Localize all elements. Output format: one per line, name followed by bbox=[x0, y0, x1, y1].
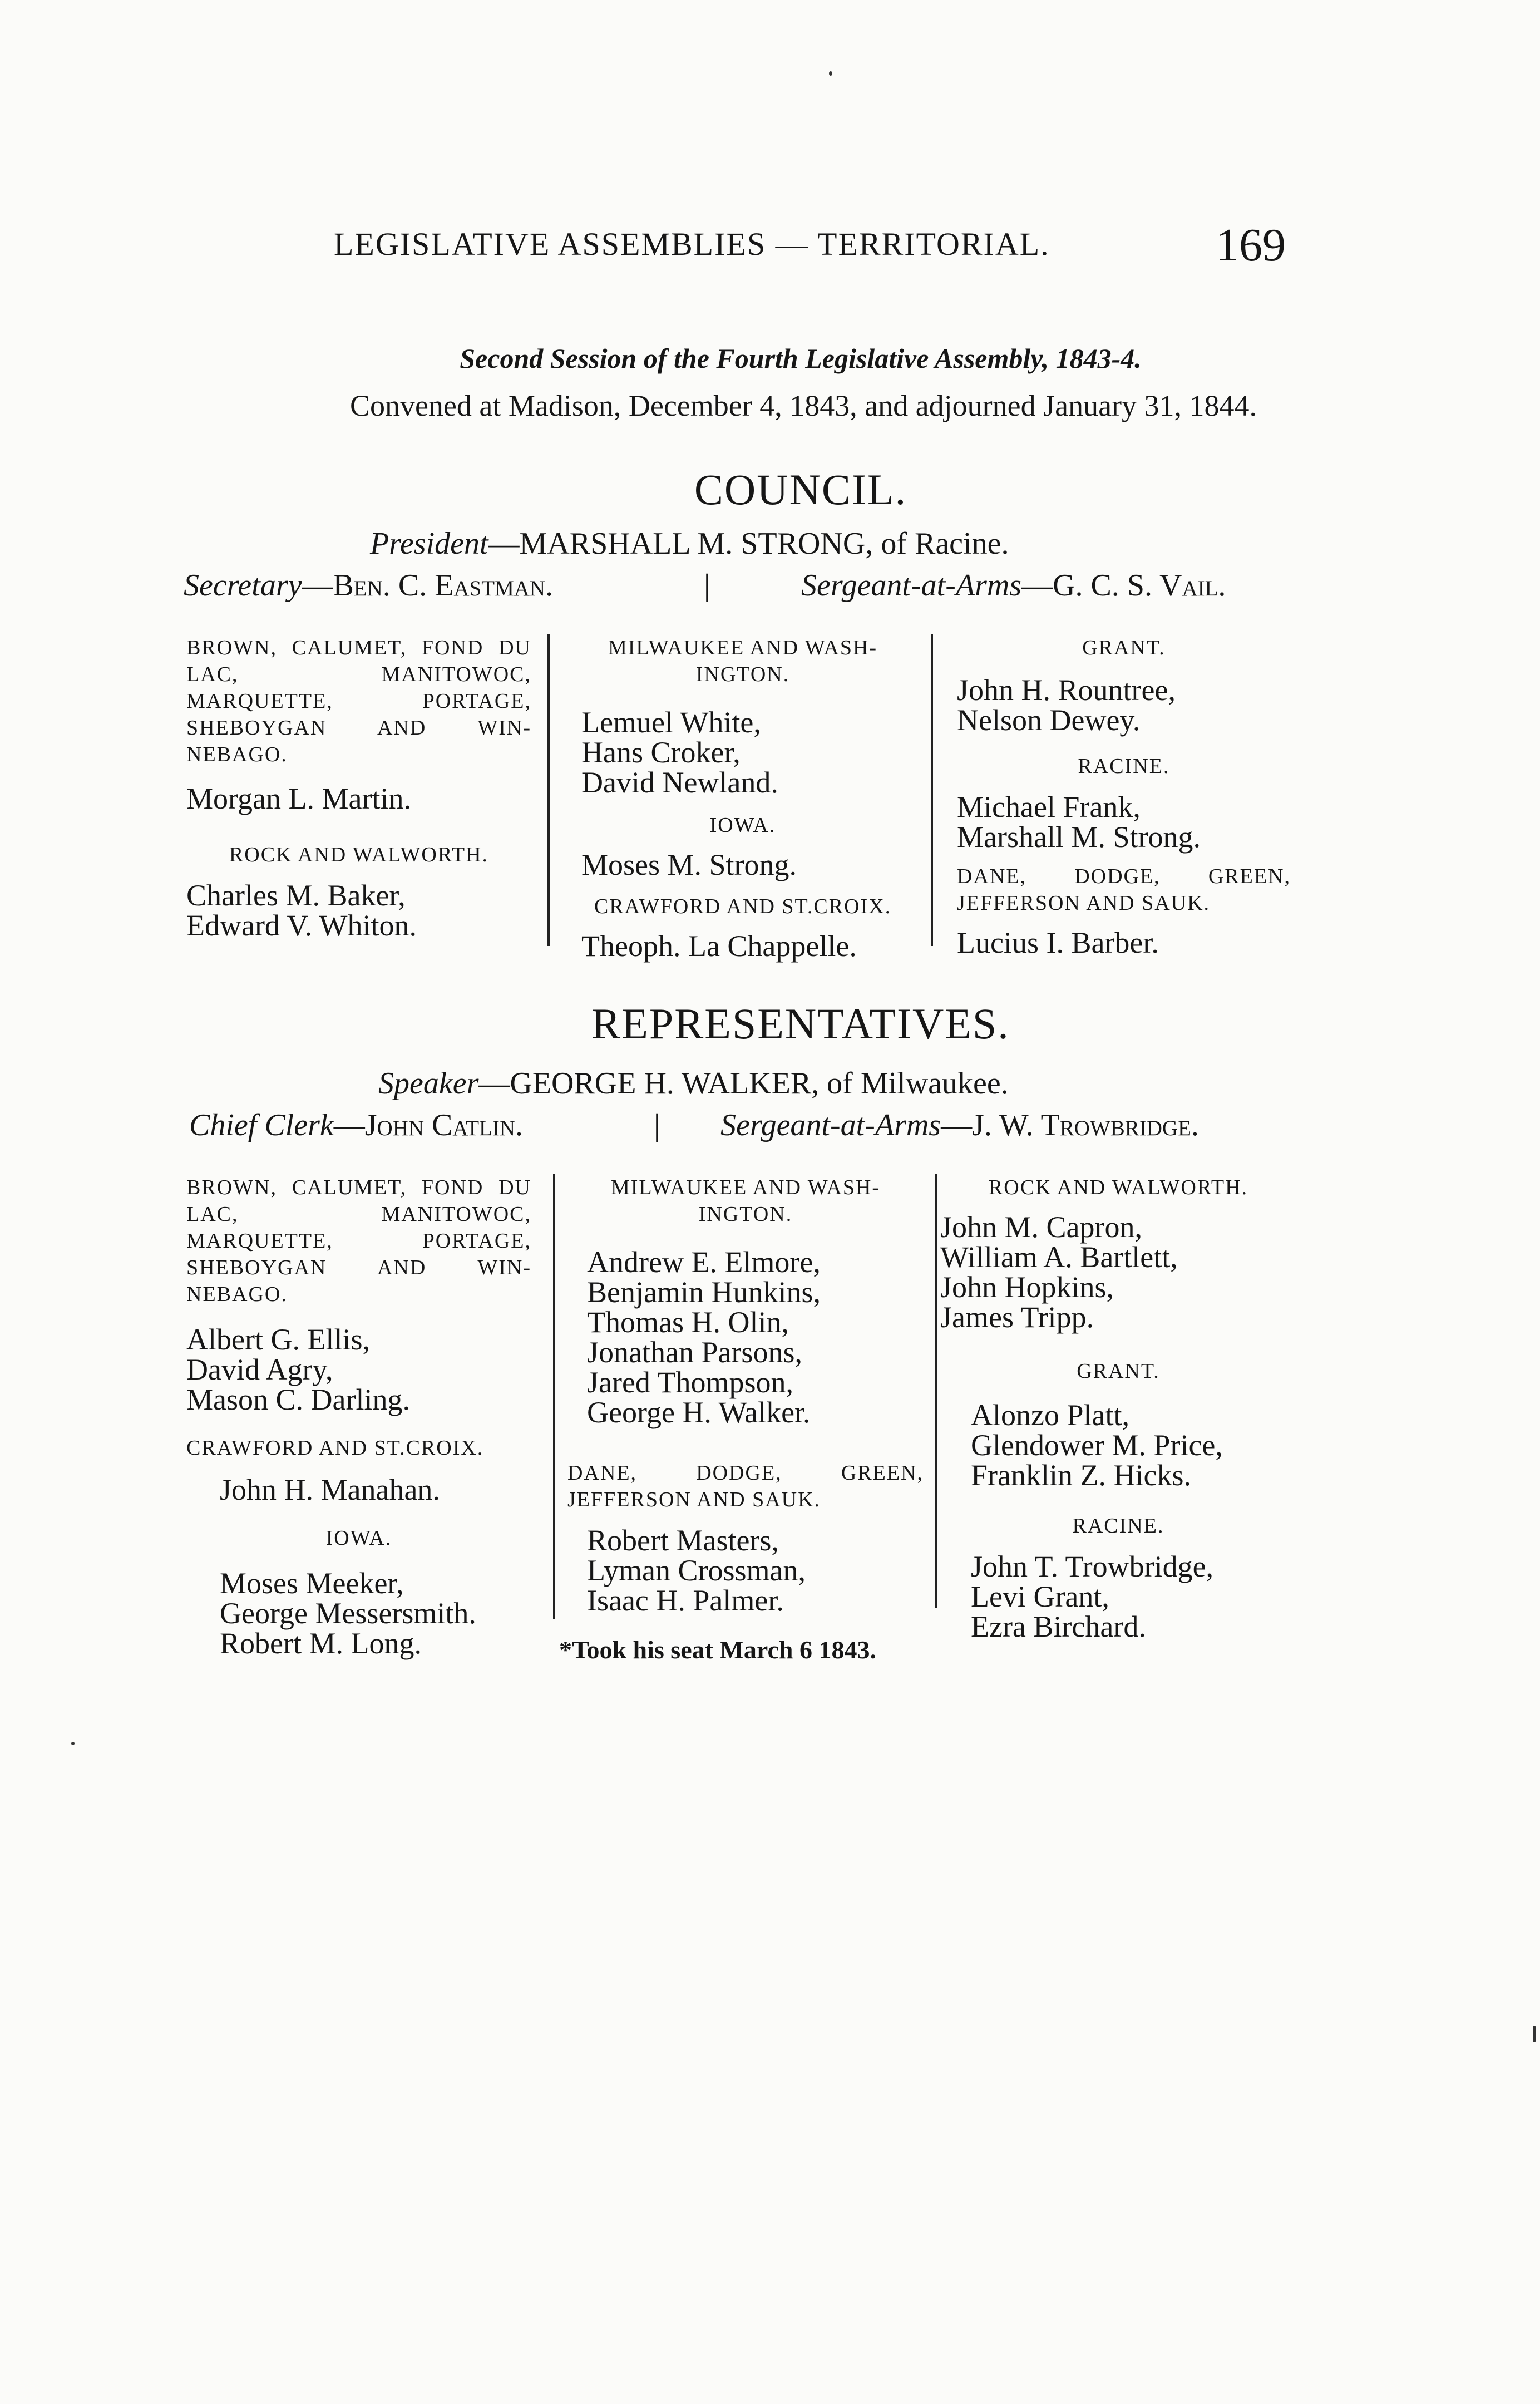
member-name: Morgan L. Martin. bbox=[186, 782, 411, 815]
member-name: Thomas H. Olin, bbox=[587, 1306, 789, 1339]
member-list bbox=[957, 928, 1291, 958]
district-label: RACINE. bbox=[1072, 1514, 1164, 1538]
member-list bbox=[565, 707, 921, 797]
representatives-sergeant bbox=[720, 1107, 1199, 1143]
running-head: LEGISLATIVE ASSEMBLIES — TERRITORIAL. bbox=[334, 226, 1050, 262]
representatives-column-2 bbox=[567, 1174, 924, 1615]
member-name: Albert G. Ellis, bbox=[186, 1323, 370, 1356]
footnote: *Took his seat March 6 1843. bbox=[559, 1635, 876, 1664]
representatives-sergeant-role: Sergeant-at-Arms bbox=[720, 1108, 941, 1142]
district-label: ROCK AND WALWORTH. bbox=[229, 843, 489, 866]
member-list bbox=[565, 931, 921, 961]
member-list bbox=[957, 675, 1291, 735]
district-label: CRAWFORD AND ST.CROIX. bbox=[594, 895, 892, 918]
president-name: —MARSHALL M. STRONG, of Racine. bbox=[488, 526, 1009, 561]
member-name: Jared Thompson, bbox=[587, 1366, 793, 1399]
representatives-clerk bbox=[189, 1107, 523, 1143]
member-name: Levi Grant, bbox=[971, 1580, 1109, 1613]
district-label: MILWAUKEE AND WASH-INGTON. bbox=[608, 636, 878, 686]
member-name: Michael Frank, bbox=[957, 790, 1141, 824]
representatives-column-1 bbox=[186, 1174, 531, 1658]
member-list bbox=[186, 1324, 531, 1415]
member-name: Lucius I. Barber. bbox=[957, 926, 1159, 959]
speaker-name: —GEORGE H. WALKER, of Milwaukee. bbox=[478, 1066, 1009, 1101]
member-name: David Newland. bbox=[581, 766, 778, 799]
member-name: Nelson Dewey. bbox=[957, 703, 1141, 737]
member-name: James Tripp. bbox=[940, 1300, 1094, 1334]
representatives-column-3 bbox=[940, 1174, 1296, 1642]
member-name: Moses M. Strong. bbox=[581, 848, 797, 881]
column-divider bbox=[931, 634, 933, 946]
clerk-name: —John Catlin. bbox=[333, 1108, 524, 1142]
print-speck bbox=[71, 1742, 75, 1745]
member-name: Mason C. Darling. bbox=[186, 1383, 410, 1416]
member-name: John T. Trowbridge, bbox=[971, 1550, 1214, 1583]
member-name: John Hopkins, bbox=[940, 1270, 1114, 1304]
member-name: Lyman Crossman, bbox=[587, 1554, 806, 1587]
member-list bbox=[186, 1568, 531, 1658]
district-label: RACINE. bbox=[1078, 755, 1170, 778]
member-name: Edward V. Whiton. bbox=[186, 909, 417, 942]
member-name: Charles M. Baker, bbox=[186, 879, 406, 912]
member-name: Franklin Z. Hicks. bbox=[971, 1459, 1191, 1492]
district-label: ROCK AND WALWORTH. bbox=[988, 1176, 1248, 1199]
member-list bbox=[567, 1525, 924, 1615]
member-name: Lemuel White, bbox=[581, 706, 761, 739]
member-list bbox=[940, 1400, 1296, 1490]
member-name: Hans Croker, bbox=[581, 736, 741, 769]
clerk-role: Chief Clerk bbox=[189, 1108, 334, 1142]
district-label: BROWN, CALUMET, FOND DU LAC, MANITOWOC, MARQUETTE, PORTAGE, SHEBOYGAN AND WIN-NEBAGO. bbox=[186, 636, 531, 766]
representatives-heading: REPRESENTATIVES. bbox=[591, 999, 1010, 1048]
speaker-role: Speaker bbox=[378, 1066, 479, 1101]
council-officer-separator: | bbox=[704, 568, 710, 603]
member-list bbox=[565, 850, 921, 880]
representatives-officer-separator: | bbox=[654, 1108, 660, 1142]
member-name: Benjamin Hunkins, bbox=[587, 1275, 821, 1309]
president-role: President bbox=[370, 526, 488, 561]
member-name: Jonathan Parsons, bbox=[587, 1336, 802, 1369]
district-label: GRANT. bbox=[1077, 1359, 1160, 1383]
district-label: IOWA. bbox=[709, 814, 776, 837]
session-title: Second Session of the Fourth Legislative Assembly, 1843-4. bbox=[460, 343, 1142, 374]
session-convened: Convened at Madison, December 4, 1843, and adjourned January 31, 1844. bbox=[349, 389, 1257, 422]
column-divider bbox=[935, 1174, 937, 1608]
member-name: George H. Walker. bbox=[587, 1396, 811, 1429]
member-name: Robert M. Long. bbox=[220, 1627, 422, 1660]
council-heading: COUNCIL. bbox=[694, 465, 907, 514]
member-name: Alonzo Platt, bbox=[971, 1398, 1129, 1432]
district-label: IOWA. bbox=[325, 1526, 392, 1550]
member-name: David Agry, bbox=[186, 1353, 333, 1386]
council-column-1 bbox=[186, 634, 531, 940]
district-label: MILWAUKEE AND WASH-INGTON. bbox=[610, 1176, 881, 1226]
district-label: CRAWFORD AND ST.CROIX. bbox=[186, 1436, 484, 1460]
district-label: BROWN, CALUMET, FOND DU LAC, MANITOWOC, MARQUETTE, PORTAGE, SHEBOYGAN AND WIN-NEBAGO. bbox=[186, 1176, 531, 1306]
page-number: 169 bbox=[1216, 219, 1286, 271]
member-name: Isaac H. Palmer. bbox=[587, 1584, 784, 1617]
member-name: John H. Manahan. bbox=[220, 1473, 440, 1506]
member-list bbox=[567, 1247, 924, 1427]
district-label: DANE, DODGE, GREEN, JEFFERSON AND SAUK. bbox=[567, 1461, 924, 1511]
member-name: Robert Masters, bbox=[587, 1524, 779, 1557]
council-column-2 bbox=[565, 634, 921, 961]
council-column-3 bbox=[957, 634, 1291, 958]
member-name: George Messersmith. bbox=[220, 1597, 476, 1630]
representatives-sergeant-name: —J. W. Trowbridge. bbox=[941, 1108, 1199, 1142]
representatives-speaker bbox=[378, 1066, 1009, 1101]
member-name: Moses Meeker, bbox=[220, 1566, 404, 1600]
column-divider bbox=[547, 634, 550, 946]
member-list bbox=[186, 784, 531, 814]
council-sergeant bbox=[801, 568, 1226, 603]
district-label: GRANT. bbox=[1082, 636, 1166, 659]
member-name: Glendower M. Price, bbox=[971, 1428, 1223, 1462]
council-sergeant-name: —G. C. S. Vail. bbox=[1021, 568, 1226, 603]
member-name: Andrew E. Elmore, bbox=[587, 1245, 821, 1279]
member-list bbox=[940, 1212, 1296, 1332]
district-label: DANE, DODGE, GREEN, JEFFERSON AND SAUK. bbox=[957, 865, 1291, 915]
member-name: Marshall M. Strong. bbox=[957, 820, 1201, 854]
council-sergeant-role: Sergeant-at-Arms bbox=[801, 568, 1022, 603]
print-speck bbox=[1533, 2026, 1536, 2042]
member-name: William A. Bartlett, bbox=[940, 1240, 1178, 1274]
member-list bbox=[957, 792, 1291, 852]
member-list bbox=[186, 1475, 531, 1505]
member-name: Theoph. La Chappelle. bbox=[581, 929, 857, 963]
print-speck bbox=[829, 71, 832, 76]
member-list bbox=[940, 1551, 1296, 1642]
column-divider bbox=[553, 1174, 555, 1619]
member-name: Ezra Birchard. bbox=[971, 1610, 1146, 1643]
secretary-role: Secretary bbox=[184, 568, 302, 603]
council-secretary bbox=[184, 568, 553, 603]
member-list bbox=[186, 880, 531, 940]
member-name: John M. Capron, bbox=[940, 1210, 1142, 1244]
secretary-name: —Ben. C. Eastman. bbox=[302, 568, 554, 603]
council-president bbox=[370, 526, 1009, 561]
member-name: John H. Rountree, bbox=[957, 673, 1176, 707]
